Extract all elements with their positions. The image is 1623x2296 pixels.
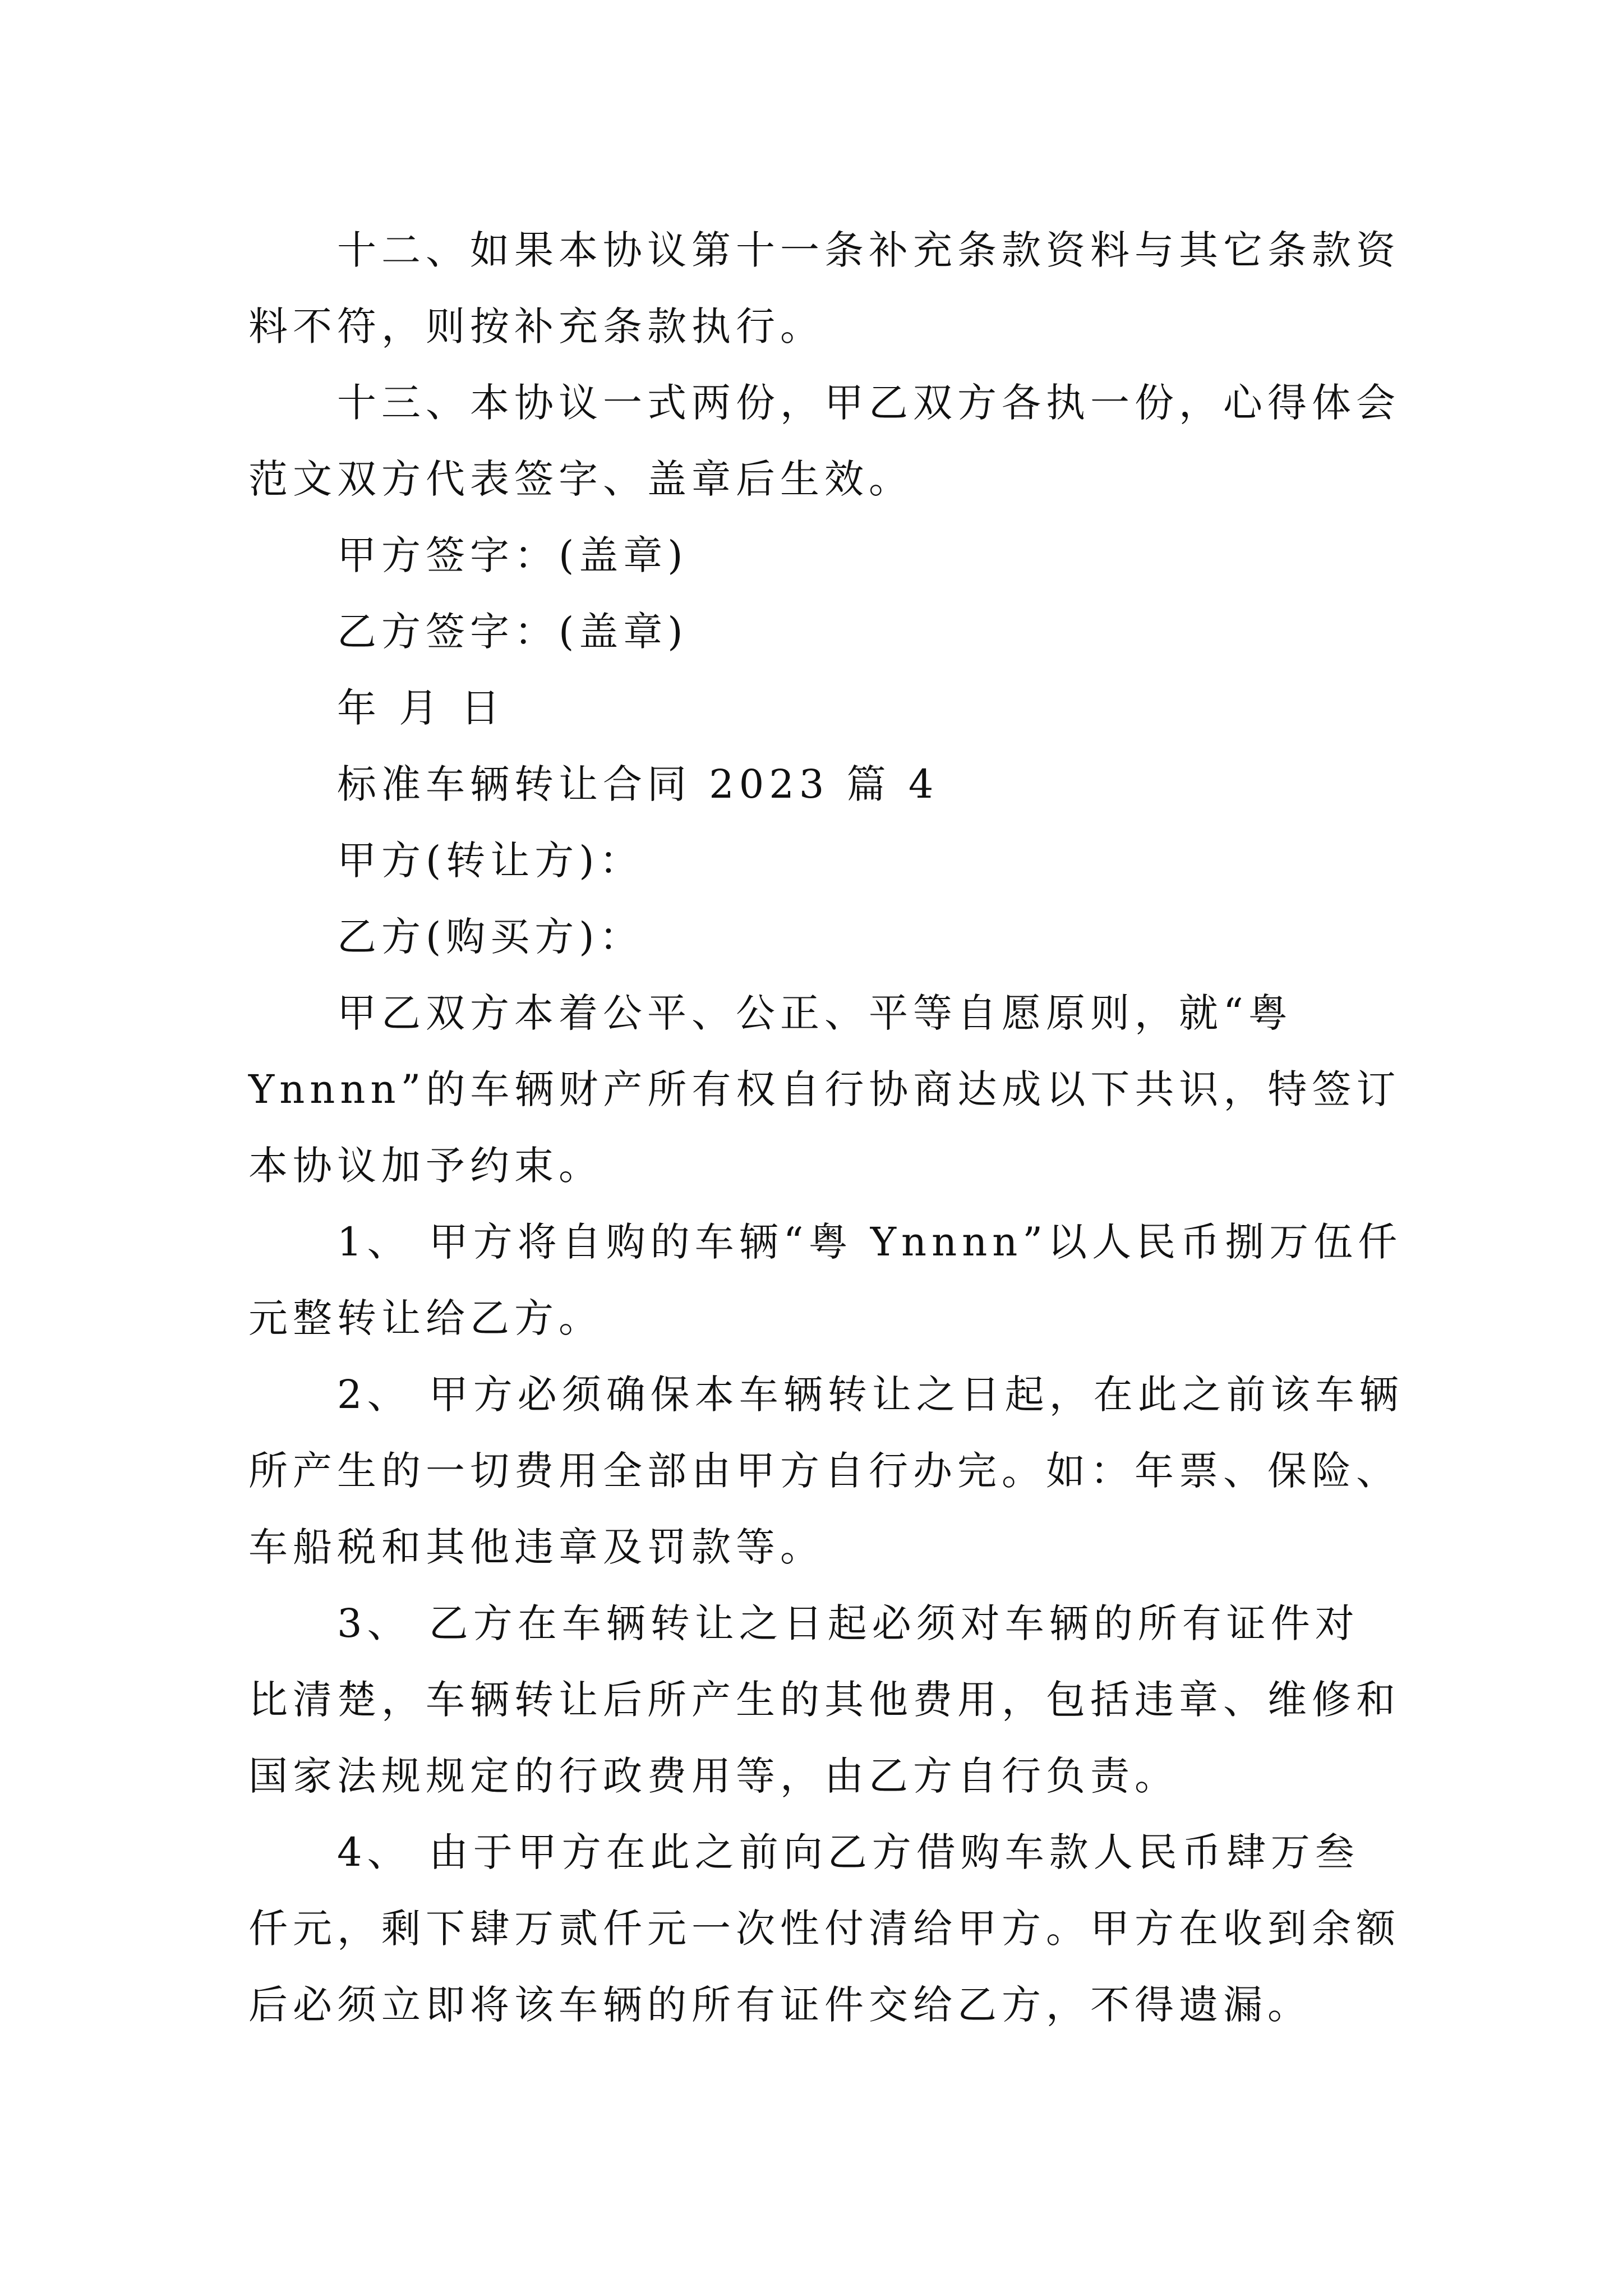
clause-4-line: 仟元，剩下肆万贰仟元一次性付清给甲方。甲方在收到余额	[248, 1906, 1400, 1952]
paragraph-line: 十三、本协议一式两份，甲乙双方各执一份，心得体会	[337, 380, 1400, 426]
clause-4-line: 后必须立即将该车辆的所有证件交给乙方，不得遗漏。	[248, 1982, 1312, 2028]
paragraph-line: Ynnnn”的车辆财产所有权自行协商达成以下共识，特签订	[248, 1066, 1401, 1112]
party-b-line: 乙方(购买方)：	[337, 914, 644, 960]
paragraph-line: 本协议加予约束。	[248, 1143, 603, 1189]
clause-2-line: 车船税和其他违章及罚款等。	[248, 1524, 824, 1570]
paragraph-line: 料不符，则按补充条款执行。	[248, 303, 824, 349]
clause-2-line: 所产生的一切费用全部由甲方自行办完。如：年票、保险、	[248, 1448, 1400, 1494]
party-a-line: 甲方(转让方)：	[337, 838, 644, 884]
clause-3-line: 国家法规规定的行政费用等，由乙方自行负责。	[248, 1753, 1179, 1799]
signature-line-party-a: 甲方签字：(盖章)	[337, 532, 688, 578]
clause-3-line: 3、 乙方在车辆转让之日起必须对车辆的所有证件对	[337, 1600, 1359, 1646]
date-line: 年 月 日	[337, 685, 505, 731]
signature-line-party-b: 乙方签字：(盖章)	[337, 609, 688, 655]
section-heading: 标准车辆转让合同 2023 篇 4	[337, 761, 939, 807]
document-body	[248, 212, 1404, 2043]
paragraph-line: 范文双方代表签字、盖章后生效。	[248, 456, 913, 502]
clause-4-line: 4、 由于甲方在此之前向乙方借购车款人民币肆万叁	[337, 1829, 1359, 1875]
clause-2-line: 2、 甲方必须确保本车辆转让之日起，在此之前该车辆	[337, 1372, 1404, 1418]
clause-1-line: 1、 甲方将自购的车辆“粤 Ynnnn”以人民币捌万伍仟	[337, 1219, 1403, 1265]
clause-3-line: 比清楚，车辆转让后所产生的其他费用，包括违章、维修和	[248, 1677, 1400, 1723]
paragraph-line: 甲乙双方本着公平、公正、平等自愿原则，就“粤	[337, 990, 1293, 1036]
paragraph-line: 十二、如果本协议第十一条补充条款资料与其它条款资	[337, 227, 1400, 273]
clause-1-line: 元整转让给乙方。	[248, 1295, 603, 1341]
